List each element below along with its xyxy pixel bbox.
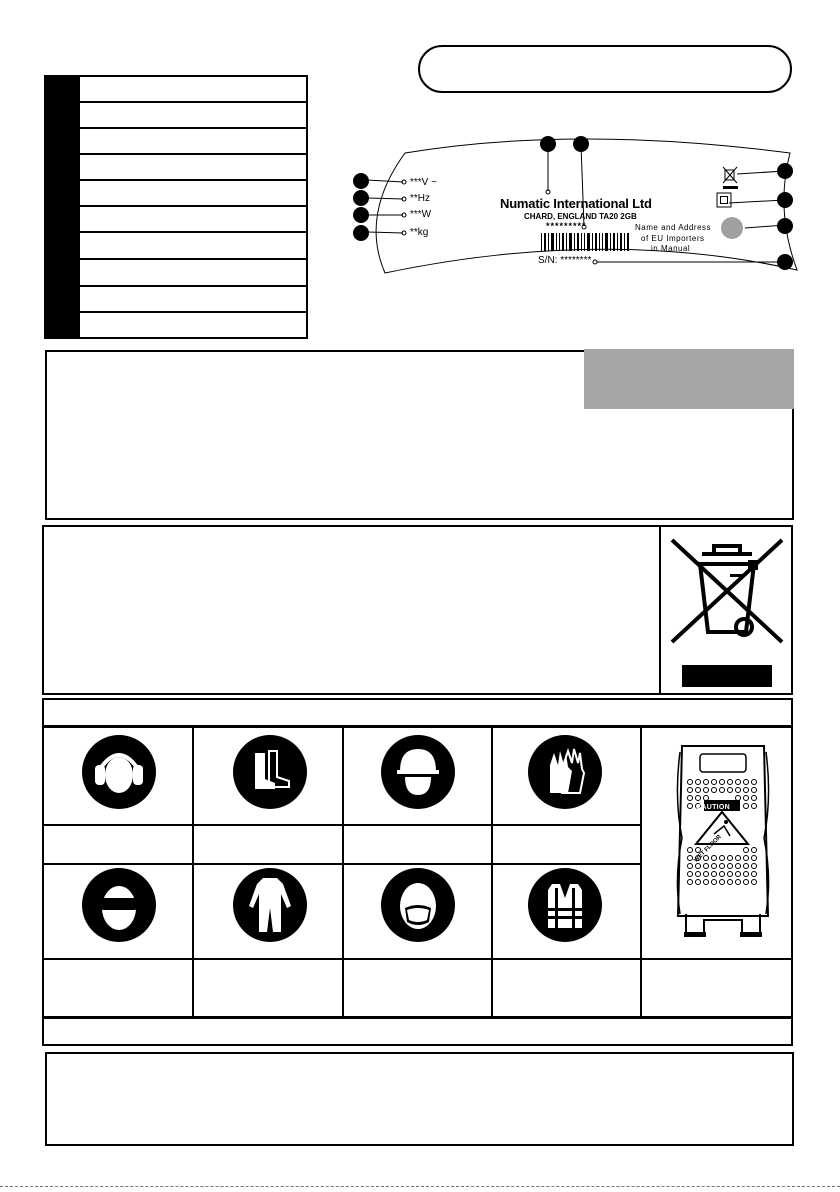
ppe-footer-row [42, 1017, 793, 1046]
double-insulation-icon [717, 193, 731, 207]
overalls-icon [233, 868, 307, 942]
row-divider [80, 231, 306, 233]
model-mask: ********* [546, 221, 587, 231]
ppe-col-divider [192, 728, 194, 1018]
caution-sign-word: CAUTION [696, 804, 730, 811]
hi-vis-vest-icon [528, 868, 602, 942]
box-divider [659, 525, 661, 695]
callout-dot-weight [353, 225, 369, 241]
callout-dot-serial [777, 254, 793, 270]
barcode [541, 233, 629, 251]
eu-importer-note-3: in Manual [651, 244, 691, 253]
callout-dot-insulation [777, 192, 793, 208]
conformity-mark-icon [721, 217, 743, 239]
callout-dot-mark [777, 218, 793, 234]
callout-dot-voltage [353, 173, 369, 189]
ppe-header-row [42, 698, 793, 727]
rating-plate [345, 135, 805, 285]
row-divider [80, 205, 306, 207]
weee-bar [682, 665, 772, 687]
safety-boots-icon [233, 735, 307, 809]
weee-bin-icon [664, 532, 790, 660]
row-divider [80, 153, 306, 155]
eye-protection-icon [82, 868, 156, 942]
row-divider [80, 127, 306, 129]
row-divider [80, 285, 306, 287]
ppe-col-divider [491, 728, 493, 1018]
caution-sign-sub: WET FLOOR [693, 834, 723, 864]
row-divider [80, 179, 306, 181]
ppe-row-divider [44, 863, 642, 865]
callout-dot-model [573, 136, 589, 152]
eu-importer-note-2: of EU Importers [641, 234, 705, 243]
info-box-c [45, 1052, 794, 1146]
callout-dot-power [353, 207, 369, 223]
power-value: ***W [410, 209, 432, 220]
callout-dot-frequency [353, 190, 369, 206]
grey-tab [584, 349, 794, 409]
ppe-row-divider [44, 824, 642, 826]
page-cut-line [0, 1186, 840, 1187]
ppe-row-divider [44, 958, 791, 960]
ppe-col-divider [342, 728, 344, 1018]
serial-number: S/N: ******** [538, 255, 592, 266]
rows-side-bar [46, 77, 80, 337]
eu-importer-note-1: Name and Address [635, 223, 712, 232]
ppe-col-divider [640, 728, 642, 1018]
ear-protection-icon [82, 735, 156, 809]
row-divider [80, 311, 306, 313]
callout-dot-weee [777, 163, 793, 179]
frequency-value: **Hz [410, 193, 431, 204]
hard-hat-icon [381, 735, 455, 809]
weight-value: **kg [410, 227, 429, 238]
gloves-icon [528, 735, 602, 809]
company-address: CHARD, ENGLAND TA20 2GB [524, 212, 637, 221]
row-divider [80, 101, 306, 103]
row-divider [80, 258, 306, 260]
company-name: Numatic International Ltd [500, 196, 652, 211]
dust-mask-icon [381, 868, 455, 942]
weee-mini-icon [723, 167, 738, 189]
title-pill [418, 45, 792, 93]
voltage-value: ***V ~ [410, 177, 437, 188]
spec-rows-panel [44, 75, 308, 339]
callout-dot-company [540, 136, 556, 152]
